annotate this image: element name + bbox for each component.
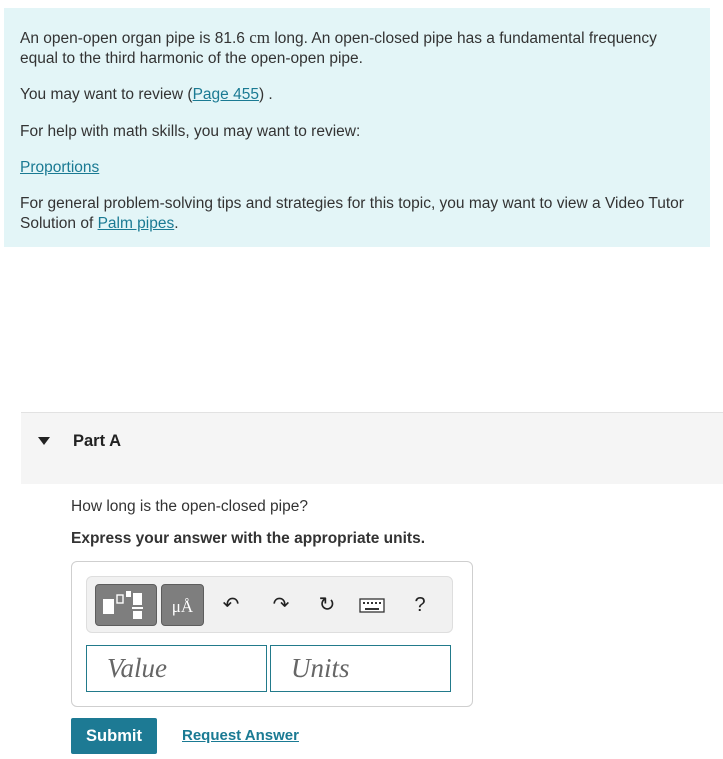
undo-icon[interactable]: ↶ xyxy=(222,594,240,616)
reset-icon[interactable]: ↻ xyxy=(318,594,336,616)
review-line xyxy=(20,85,694,105)
caret-down-icon[interactable] xyxy=(38,437,50,445)
review-text: You may want to review ( xyxy=(20,86,193,103)
redo-icon[interactable]: ↷ xyxy=(272,594,290,616)
tips-text: For general problem-solving tips and strategies for this topic, you may want to view a Video Tutor Solution of xyxy=(20,195,684,232)
problem-text-continued: long. An open-closed pipe has a fundamental frequency equal to the third harmonic of the open-open pipe. xyxy=(20,30,657,67)
palm-pipes-link[interactable]: Palm pipes xyxy=(97,215,175,232)
request-answer-link[interactable]: Request Answer xyxy=(182,727,299,744)
value-input[interactable]: Value xyxy=(86,645,267,692)
part-title: Part A xyxy=(73,432,121,450)
review-text-end: ) . xyxy=(258,86,273,103)
keyboard-shape xyxy=(359,591,385,619)
math-toolbar xyxy=(86,576,453,633)
units-button[interactable]: μÅ xyxy=(161,584,204,626)
keyboard-icon[interactable] xyxy=(359,591,385,619)
problem-text: An open-open organ pipe is 81.6 xyxy=(20,30,250,47)
page-455-link[interactable]: Page 455 xyxy=(192,86,259,103)
tips-text-end: . xyxy=(174,215,179,232)
problem-statement xyxy=(20,28,694,69)
templates-icon xyxy=(96,585,156,625)
units-input[interactable]: Units xyxy=(270,645,451,692)
question-text: How long is the open-closed pipe? xyxy=(71,498,308,515)
proportions-link[interactable]: Proportions xyxy=(20,159,100,176)
part-a-header[interactable] xyxy=(21,412,723,484)
math-help-text: For help with math skills, you may want to review: xyxy=(20,123,361,140)
help-icon[interactable]: ? xyxy=(414,594,426,616)
answer-box xyxy=(71,561,473,707)
submit-button[interactable]: Submit xyxy=(71,718,157,754)
problem-unit: cm xyxy=(249,28,271,47)
instruction-text: Express your answer with the appropriate units. xyxy=(71,530,426,547)
proportions-line xyxy=(20,158,694,178)
templates-button[interactable] xyxy=(95,584,157,626)
problem-intro-panel xyxy=(4,8,710,247)
tips-line xyxy=(20,194,694,234)
